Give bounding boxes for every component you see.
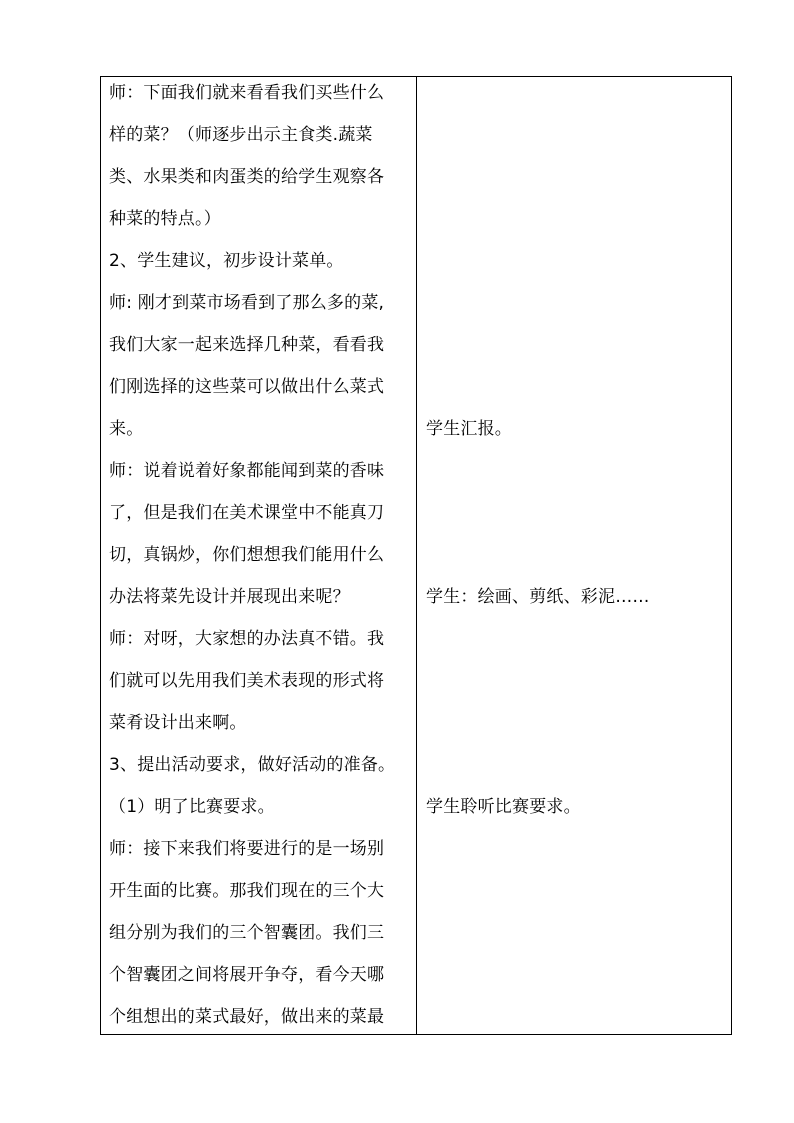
student-listen-text: 学生聆听比赛要求。 — [426, 797, 581, 817]
text-line: 菜肴设计出来啊。 — [109, 713, 247, 733]
text-line: 我们大家一起来选择几种菜，看看我 — [109, 335, 385, 355]
student-activity-column — [417, 77, 731, 1034]
text-line: 师：下面我们就来看看我们买些什么 — [109, 83, 385, 103]
student-methods-text: 学生：绘画、剪纸、彩泥…… — [426, 587, 650, 607]
student-report-text: 学生汇报。 — [426, 419, 512, 439]
text-line: 师：对呀，大家想的办法真不错。我 — [109, 629, 385, 649]
text-line: 了，但是我们在美术课堂中不能真刀 — [109, 503, 385, 523]
text-line: 个组想出的菜式最好，做出来的菜最 — [109, 1007, 385, 1027]
text-line: 样的菜？（师逐步出示主食类.蔬菜 — [109, 125, 373, 145]
text-line: （1）明了比赛要求。 — [109, 797, 275, 817]
lesson-table — [100, 76, 732, 1035]
text-line: 组分别为我们的三个智囊团。我们三 — [109, 923, 385, 943]
text-line: 个智囊团之间将展开争夺，看今天哪 — [109, 965, 385, 985]
text-line: 开生面的比赛。那我们现在的三个大 — [109, 881, 385, 901]
text-line: 切，真锅炒，你们想想我们能用什么 — [109, 545, 385, 565]
text-line: 3、提出活动要求，做好活动的准备。 — [109, 755, 396, 775]
text-line: 师: 刚才到菜市场看到了那么多的菜, — [109, 293, 385, 313]
text-line: 种菜的特点。） — [109, 209, 221, 229]
text-line: 们就可以先用我们美术表现的形式将 — [109, 671, 385, 691]
text-line: 来。 — [109, 419, 144, 439]
text-line: 办法将菜先设计并展现出来呢？ — [109, 587, 350, 607]
text-line: 师：说着说着好象都能闻到菜的香味 — [109, 461, 385, 481]
text-line: 们刚选择的这些菜可以做出什么菜式 — [109, 377, 385, 397]
teacher-activity-column — [101, 77, 417, 1034]
text-line: 师：接下来我们将要进行的是一场别 — [109, 839, 385, 859]
text-line: 2、学生建议，初步设计菜单。 — [109, 251, 344, 271]
text-line: 类、水果类和肉蛋类的给学生观察各 — [109, 167, 385, 187]
